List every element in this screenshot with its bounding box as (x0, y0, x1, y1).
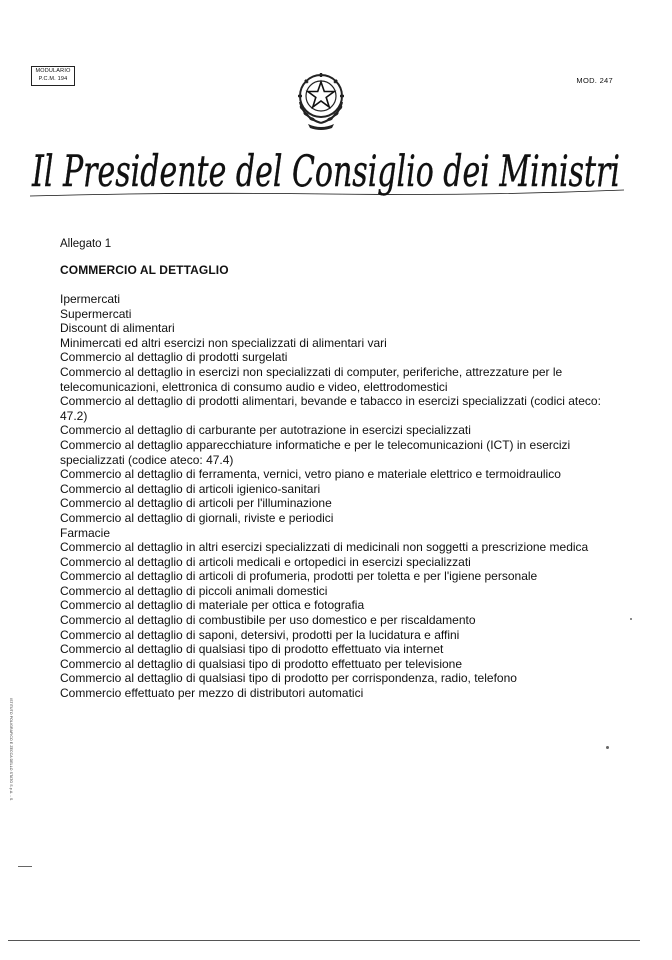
list-item: Commercio al dettaglio di combustibile per uso domestico e per riscaldamento (60, 613, 476, 628)
list-item: Commercio al dettaglio di qualsiasi tipo di prodotto effettuato via internet (60, 642, 444, 657)
modulario-box (31, 66, 75, 86)
list-item: Minimercati ed altri esercizi non specializzati di alimentari vari (60, 335, 387, 350)
modulario-label: MODULARIO (35, 68, 71, 74)
list-item: Commercio al dettaglio in esercizi non specializzati di computer, periferiche, attrezzature per le telecomunicazioni, elettronica di consumo audio e video, elettrodomestici (60, 364, 563, 394)
list-item: Ipermercati (60, 292, 121, 306)
list-item: Commercio al dettaglio di giornali, riviste e periodici (60, 510, 334, 525)
list-item: Commercio al dettaglio di carburante per autotrazione in esercizi specializzati (60, 423, 471, 438)
list-item: Discount di alimentari (60, 321, 175, 336)
list-item: Farmacie (60, 525, 111, 540)
list-item: Commercio al dettaglio di articoli di profumeria, prodotti per toletta e per l'igiene personale (60, 569, 538, 584)
scan-speck (630, 618, 632, 620)
page-bottom-edge (8, 940, 640, 941)
list-item: Commercio al dettaglio di materiale per ottica e fotografia (60, 598, 365, 613)
list-item: Supermercati (60, 306, 132, 321)
section-heading: COMMERCIO AL DETTAGLIO (60, 263, 229, 277)
list-item: Commercio al dettaglio di articoli per l'illuminazione (60, 496, 332, 511)
list-item: Commercio al dettaglio di prodotti surgelati (60, 350, 288, 365)
list-item: Commercio al dettaglio di qualsiasi tipo di prodotto effettuato per televisione (60, 656, 463, 671)
script-title-text: Il Presidente del Consiglio dei Ministri (31, 147, 621, 197)
list-item: Commercio al dettaglio apparecchiature informatiche e per le telecomunicazioni (ICT) in esercizi specializzati (codice ateco: 47.4) (60, 437, 571, 467)
list-item: Commercio al dettaglio di saponi, detersivi, prodotti per la lucidatura e affini (60, 627, 460, 642)
list-item: Commercio al dettaglio di prodotti alimentari, bevande e tabacco in esercizi specializzati (codici ateco: 47.2) (60, 394, 601, 423)
list-item: Commercio al dettaglio di qualsiasi tipo di prodotto per corrispondenza, radio, telefono (60, 671, 517, 686)
activity-list (60, 292, 610, 701)
mod-number: MOD. 247 (576, 76, 613, 85)
list-item: Commercio al dettaglio di ferramenta, vernici, vetro piano e materiale elettrico e termoidraulico (60, 467, 561, 482)
italian-republic-emblem-icon (290, 68, 352, 130)
list-item: Commercio al dettaglio di articoli medicali e ortopedici in esercizi specializzati (60, 554, 471, 569)
scan-speck (18, 866, 32, 867)
modulario-code: P.C.M. 194 (38, 76, 68, 82)
list-item: Commercio effettuato per mezzo di distributori automatici (60, 686, 364, 701)
scan-speck (606, 746, 609, 749)
list-item: Commercio al dettaglio di articoli igienico-sanitari (60, 481, 321, 496)
list-item: Commercio al dettaglio di piccoli animali domestici (60, 583, 328, 598)
printer-imprint: ISTITUTO POLIGRAFICO E ZECCA DELLO STATO S.p.A. - S. (9, 698, 13, 802)
attachment-label: Allegato 1 (60, 238, 112, 250)
list-item: Commercio al dettaglio in altri esercizi specializzati di medicinali non soggetti a prescrizione medica (60, 540, 589, 555)
institution-header-script (28, 142, 628, 204)
